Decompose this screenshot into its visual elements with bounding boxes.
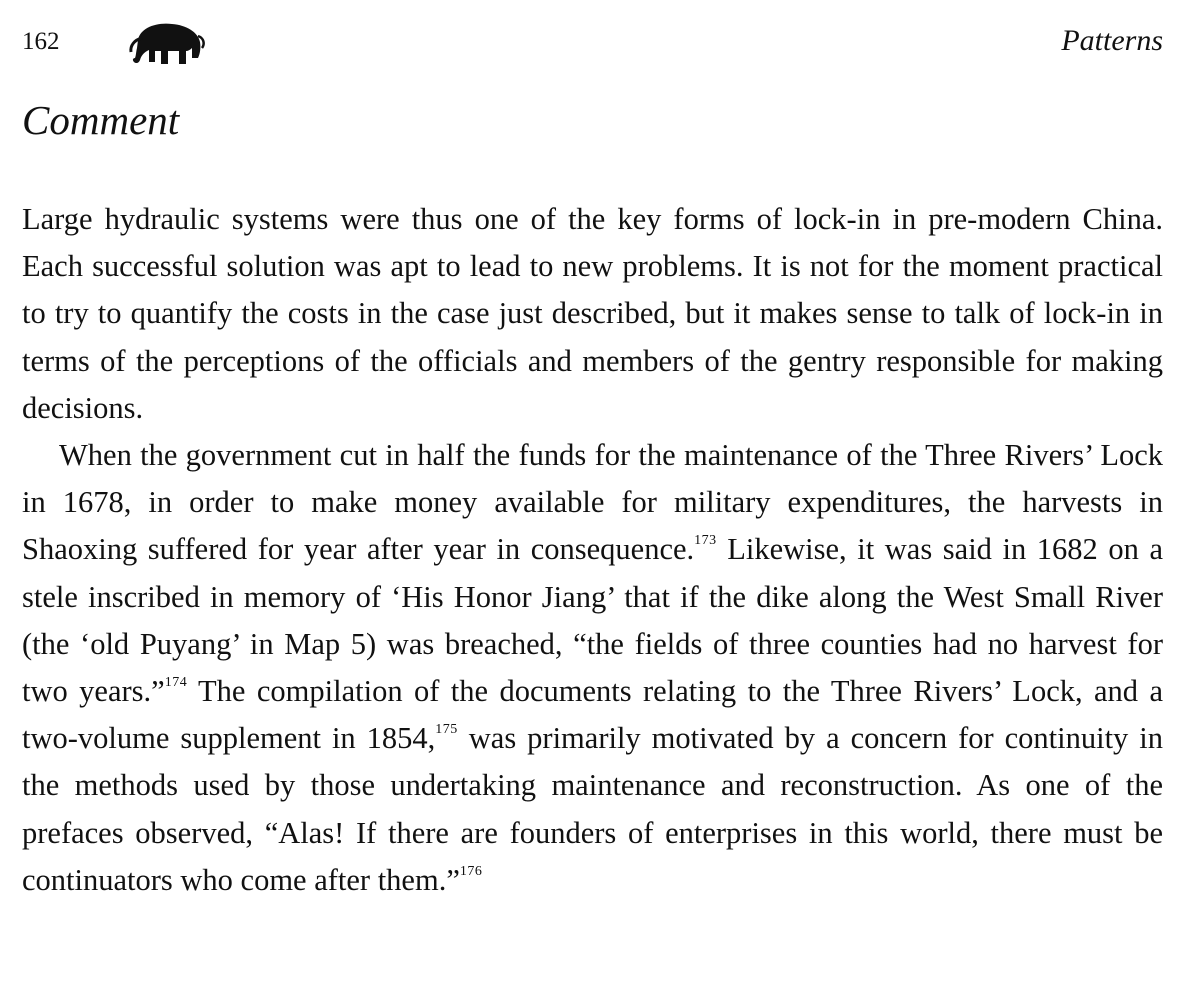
text-span: Likewise, it was said in 1682 on a stele inscribed in memory of ‘His Honor Jiang’ that if the dike along the West Small River (the ‘old Puyang’ in Map 5) was breached, “the fields of three counties had no harvest for two years.” xyxy=(22,532,1163,709)
page-header xyxy=(22,18,1163,68)
text-span: The compilation of the documents relating to the Three Rivers’ Lock, and a two-volume supplement in 1854, xyxy=(22,674,1164,756)
running-head: Patterns xyxy=(1061,24,1163,57)
paragraph-1: Large hydraulic systems were thus one of the key forms of lock-in in pre-modern China. Each successful solution was apt to lead to new problems. It is not for the moment practical to try to quantify the costs in the case just described, but it makes sense to talk of lock-in in terms of the perceptions of the officials and members of the gentry responsible for making decisions. xyxy=(22,202,1163,425)
page-number: 162 xyxy=(22,28,60,55)
paragraph-2 xyxy=(22,432,1163,904)
footnote-ref-175[interactable]: 175 xyxy=(435,722,458,738)
body-text xyxy=(22,196,1163,904)
footnote-ref-176[interactable]: 176 xyxy=(459,863,483,879)
footnote-ref-173[interactable]: 173 xyxy=(694,533,717,549)
elephant-icon xyxy=(122,18,206,66)
text-span: was primarily motivated by a concern for continuity in the methods used by those undertaking maintenance and reconstruction. As one of the prefaces observed, “Alas! If there are founders of enterprises in this world, there must be continuators who come after them.” xyxy=(22,721,1163,897)
text-span: When the government cut in half the funds for the maintenance of the Three Rivers’ Lock in 1678, in order to make money available for military expenditures, the harvests in Shaoxing suffered for year after year in consequence. xyxy=(22,438,1163,567)
section-title: Comment xyxy=(22,97,180,143)
footnote-ref-174[interactable]: 174 xyxy=(164,675,188,691)
